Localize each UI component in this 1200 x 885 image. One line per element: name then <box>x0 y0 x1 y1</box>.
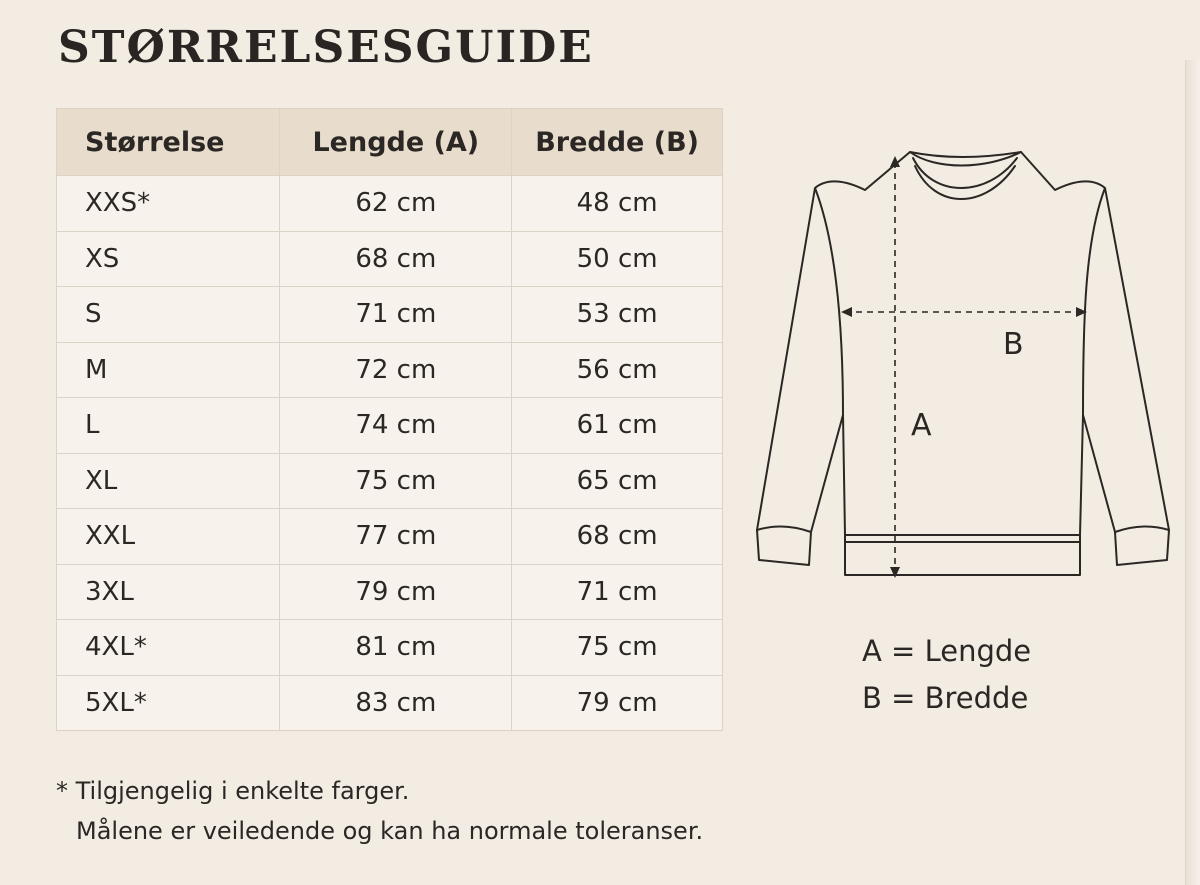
length-cell: 77 cm <box>280 509 512 565</box>
size-cell: 3XL <box>57 564 280 620</box>
header-length: Lengde (A) <box>280 109 512 176</box>
width-cell: 50 cm <box>512 231 723 287</box>
table-row <box>57 675 723 731</box>
size-cell: XL <box>57 453 280 509</box>
table-header-row <box>57 109 723 176</box>
width-cell: 65 cm <box>512 453 723 509</box>
table-row <box>57 398 723 454</box>
table-row <box>57 453 723 509</box>
length-cell: 79 cm <box>280 564 512 620</box>
size-table <box>56 108 723 731</box>
length-cell: 81 cm <box>280 620 512 676</box>
size-cell: XXL <box>57 509 280 565</box>
label-a: A <box>911 408 932 443</box>
width-cell: 68 cm <box>512 509 723 565</box>
label-b: B <box>1003 327 1024 362</box>
collar-ring <box>913 158 1017 188</box>
table-row <box>57 231 723 287</box>
table-row <box>57 287 723 343</box>
size-cell: XXS* <box>57 176 280 232</box>
length-cell: 75 cm <box>280 453 512 509</box>
size-cell: 5XL* <box>57 675 280 731</box>
page-title: STØRRELSESGUIDE <box>58 22 594 73</box>
collar-inner <box>915 166 1015 199</box>
table-row <box>57 564 723 620</box>
width-cell: 53 cm <box>512 287 723 343</box>
header-size: Størrelse <box>57 109 280 176</box>
width-cell: 56 cm <box>512 342 723 398</box>
cuff-left <box>757 526 811 532</box>
legend-width: B = Bredde <box>862 681 1029 715</box>
cuff-right <box>1115 526 1169 532</box>
sweater-diagram <box>745 140 1185 590</box>
table-row <box>57 176 723 232</box>
width-cell: 75 cm <box>512 620 723 676</box>
length-cell: 74 cm <box>280 398 512 454</box>
length-cell: 72 cm <box>280 342 512 398</box>
width-cell: 48 cm <box>512 176 723 232</box>
page-edge <box>1185 60 1200 885</box>
length-cell: 83 cm <box>280 675 512 731</box>
header-width: Bredde (B) <box>512 109 723 176</box>
width-arrow-left <box>841 307 852 317</box>
size-cell: 4XL* <box>57 620 280 676</box>
size-cell: L <box>57 398 280 454</box>
sweater-outline <box>757 152 1169 565</box>
armhole-left <box>815 188 843 415</box>
size-cell: M <box>57 342 280 398</box>
length-cell: 62 cm <box>280 176 512 232</box>
width-cell: 71 cm <box>512 564 723 620</box>
width-cell: 61 cm <box>512 398 723 454</box>
size-cell: XS <box>57 231 280 287</box>
armhole-right <box>1083 188 1105 415</box>
footnote-tolerance: Målene er veiledende og kan ha normale toleranser. <box>76 817 704 845</box>
width-cell: 79 cm <box>512 675 723 731</box>
table-row <box>57 342 723 398</box>
table-row <box>57 620 723 676</box>
legend-length: A = Lengde <box>862 634 1032 668</box>
table-row <box>57 509 723 565</box>
length-arrow-bottom <box>890 567 900 578</box>
footnote-availability: * Tilgjengelig i enkelte farger. <box>56 777 410 805</box>
length-cell: 68 cm <box>280 231 512 287</box>
length-cell: 71 cm <box>280 287 512 343</box>
size-cell: S <box>57 287 280 343</box>
